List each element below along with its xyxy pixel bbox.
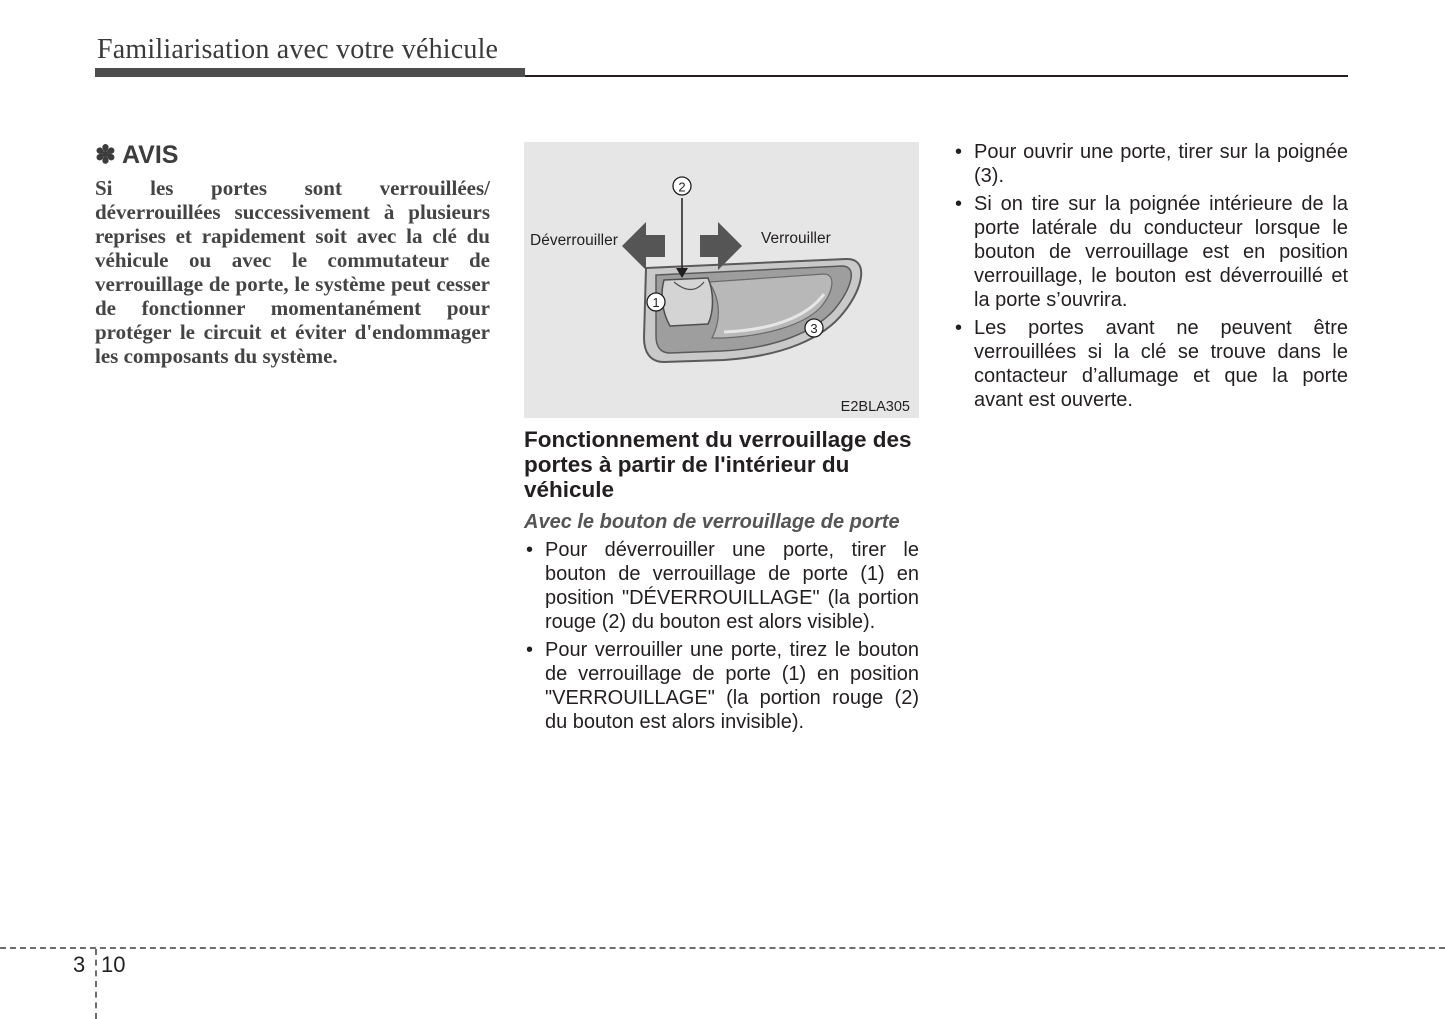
subsection-title: Avec le bouton de verrouillage de porte [524, 511, 900, 533]
list-item: • Pour déverrouiller une porte, tirer le bouton de verrouillage de porte (1) en position "DÉVERROUILLAGE" (la portion rouge (2) du bouton est alors visible). [524, 538, 919, 634]
page-number: 10 [101, 952, 126, 977]
list-item: • Pour verrouiller une porte, tirez le bouton de verrouillage de porte (1) en position "VERROUILLAGE" (la portion rouge (2) du bouton est alors invisible). [524, 638, 919, 734]
list-item: • Les portes avant ne peuvent être verrouillées si la clé se trouve dans le contacteur d’allumage et que la porte avant est ouverte. [953, 316, 1348, 412]
notice-body: Si les portes sont verrouillées/ déverrouillées successivement à plusieurs reprises et rapidement soit avec la clé du véhicule ou avec le commutateur de verrouillage de porte, le système peut cesser de fonctionner momentanément pour protéger le circuit et éviter d'endommager les composants du système. [95, 176, 490, 368]
callout-1-number: 1 [652, 295, 660, 310]
header-rule-thin [525, 75, 1348, 77]
running-header-title: Familiarisation avec votre véhicule [97, 34, 499, 65]
callout-2-number: 2 [678, 179, 686, 195]
notice-heading [95, 140, 490, 170]
door-handle-illustration [524, 142, 919, 418]
section-title: Fonctionnement du verrouillage des portes à partir de l'intérieur du véhicule [524, 427, 912, 502]
figure-code: E2BLA305 [840, 399, 910, 415]
list-item: • Si on tire sur la poignée intérieure de la porte latérale du conducteur lorsque le bouton de verrouillage est en position verrouillage, le bouton est déverrouillé et la porte s’ouvrira. [953, 192, 1348, 312]
footer-dashed-rule [0, 947, 1445, 949]
right-column [953, 140, 1348, 416]
header-rule-thick [95, 68, 525, 77]
label-lock: Verrouiller [761, 230, 831, 247]
lock-button [662, 278, 713, 326]
footer-dashed-divider [95, 949, 97, 1019]
section-door-lock-inside [524, 427, 919, 738]
callout-3-number: 3 [810, 321, 818, 336]
right-bullet-list [953, 140, 1348, 412]
door-handle-drawing [524, 142, 919, 418]
label-unlock: Déverrouiller [530, 232, 618, 249]
lock-arrow [700, 222, 742, 270]
asterisk-icon: ✽ [95, 141, 116, 169]
notice-box [95, 140, 490, 368]
notice-title: AVIS [121, 141, 179, 169]
chapter-number: 3 [73, 952, 86, 977]
section-bullet-list [524, 538, 919, 734]
list-item: • Pour ouvrir une porte, tirer sur la poignée (3). [953, 140, 1348, 188]
unlock-arrow [622, 222, 665, 270]
